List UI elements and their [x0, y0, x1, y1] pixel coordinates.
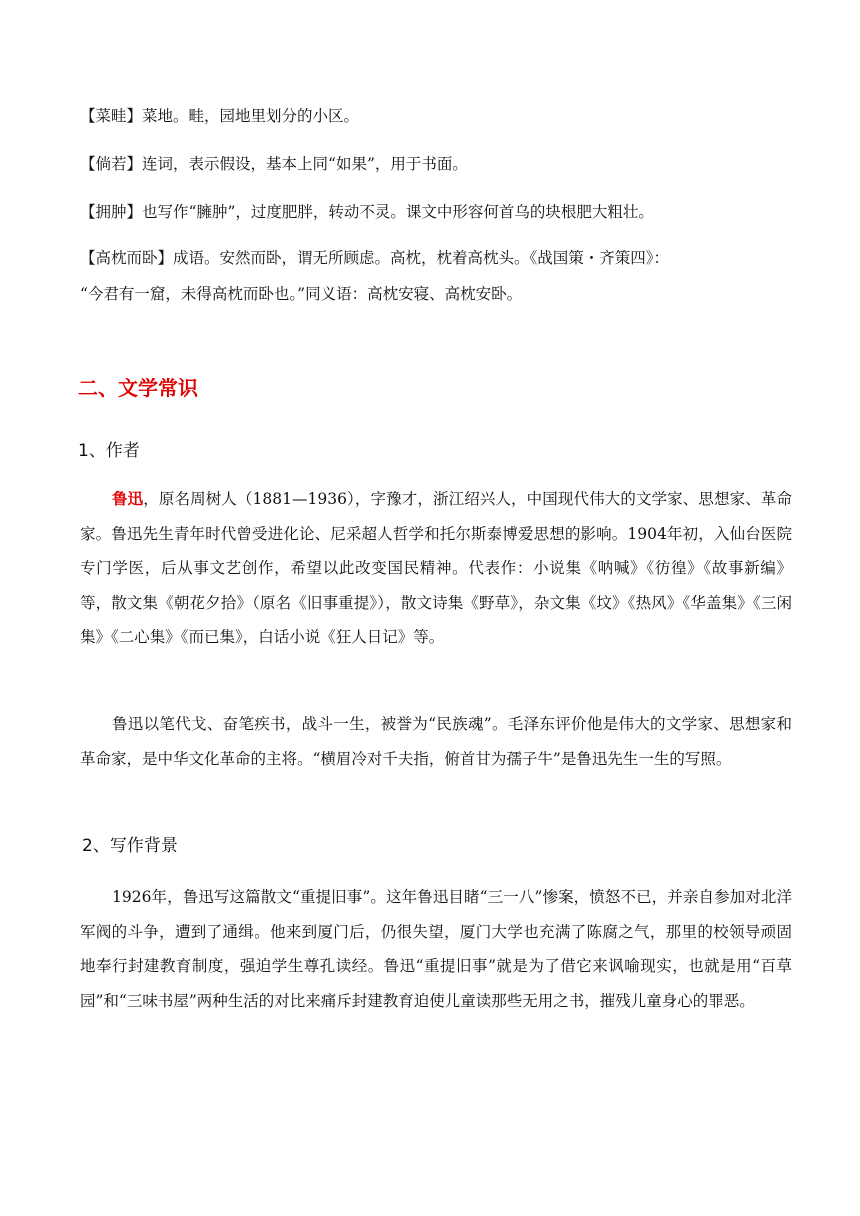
author-heading: 1、作者 [78, 441, 140, 461]
glossary-entry [80, 146, 800, 182]
glossary-term: 【倘若】 [80, 155, 143, 173]
glossary-quote: “今君有一窟，未得高枕而卧也。”同义语：高枕安寝、高枕安卧。 [80, 285, 523, 303]
glossary-entry [80, 240, 800, 312]
author-paragraph-text: ，原名周树人（1881—1936），字豫才，浙江绍兴人，中国现代伟大的文学家、思想家、革命家。鲁迅先生青年时代曾受进化论、尼采超人哲学和托尔斯泰博爱思想的影响。1904年初，入仙台医院专门学医，后从事文艺创作，希望以此改变国民精神。代表作：小说集《呐喊》《彷徨》《故事新编》等，散文集《朝花夕拾》（原名《旧事重提》），散文诗集《野草》，杂文集《坟》《热风》《华盖集》《三闲集》《二心集》《而已集》，白话小说《狂人日记》等。 [80, 490, 792, 646]
author-name: 鲁迅 [112, 489, 144, 508]
author-paragraph: 鲁迅以笔代戈、奋笔疾书，战斗一生，被誉为“民族魂”。毛泽东评价他是伟大的文学家、思想家和革命家，是中华文化革命的主将。“横眉冷对千夫指，俯首甘为孺子牛”是鲁迅先生一生的写照。 [80, 715, 792, 768]
background-paragraph: 1926年，鲁迅写这篇散文“重提旧事”。这年鲁迅目睹“三一八”惨案，愤怒不已，并亲自参加对北洋军阀的斗争，遭到了通缉。他来到厦门后，仍很失望，厦门大学也充满了陈腐之气，那里的校领导顽固地奉行封建教育制度，强迫学生尊孔读经。鲁迅“重提旧事”就是为了借它来讽喻现实，也就是用“百草园”和“三味书屋”两种生活的对比来痛斥封建教育迫使儿童读那些无用之书，摧残儿童身心的罪恶。 [80, 888, 792, 1010]
author-paragraph [80, 482, 792, 655]
glossary-entry [80, 194, 800, 230]
glossary-entry [80, 98, 800, 134]
glossary-term: 【拥肿】 [80, 203, 143, 221]
glossary-definition: 成语。安然而卧，谓无所顾虑。高枕，枕着高枕头。《战国策・齐策四》： [173, 249, 670, 267]
glossary-definition: 连词，表示假设，基本上同“如果”，用于书面。 [142, 155, 468, 173]
glossary-definition: 菜地。畦，园地里划分的小区。 [142, 107, 360, 125]
glossary-definition: 也写作“臃肿”，过度肥胖，转动不灵。课文中形容何首乌的块根肥大粗壮。 [142, 203, 654, 221]
background-heading: 2、写作背景 [82, 836, 178, 856]
glossary-term: 【菜畦】 [80, 107, 143, 125]
glossary-term: 【高枕而卧】 [80, 249, 174, 267]
section-title: 二、文学常识 [78, 376, 198, 400]
